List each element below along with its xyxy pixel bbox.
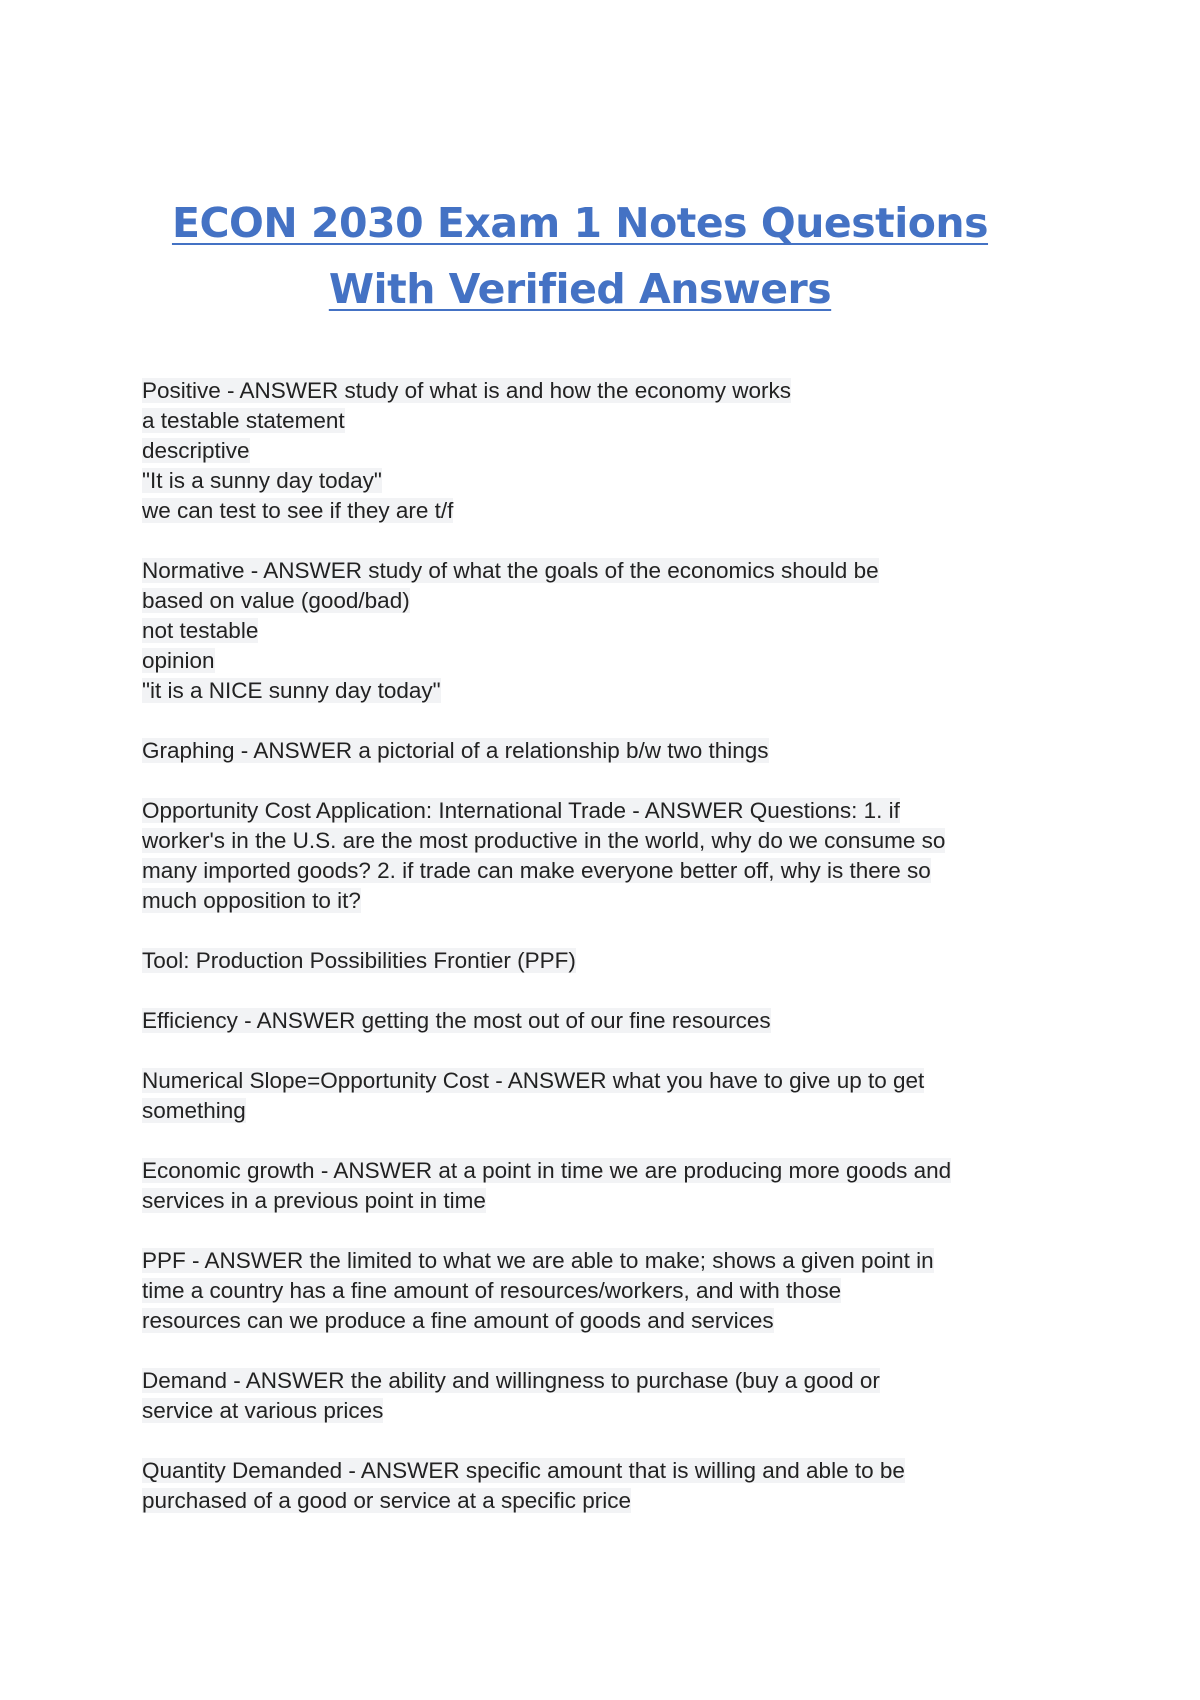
- note-entry: [142, 1156, 1082, 1216]
- note-line: [142, 856, 1082, 886]
- note-line-text: many imported goods? 2. if trade can make everyone better off, why is there so: [142, 858, 931, 883]
- note-line-text: PPF - ANSWER the limited to what we are able to make; shows a given point in: [142, 1248, 934, 1273]
- note-line-text: time a country has a fine amount of resources/workers, and with those: [142, 1278, 842, 1303]
- note-line: [142, 676, 1082, 706]
- note-line-text: Economic growth - ANSWER at a point in time we are producing more goods and: [142, 1158, 952, 1183]
- note-line-text: Efficiency - ANSWER getting the most out of our fine resources: [142, 1008, 771, 1033]
- note-line-text: Normative - ANSWER study of what the goals of the economics should be: [142, 558, 879, 583]
- note-entry: [142, 1066, 1082, 1126]
- note-line-text: Opportunity Cost Application: International Trade - ANSWER Questions: 1. if: [142, 798, 900, 823]
- note-line: [142, 1066, 1082, 1096]
- note-line: [142, 646, 1082, 676]
- note-line: [142, 946, 1082, 976]
- note-entry: [142, 736, 1082, 766]
- note-line: [142, 496, 1082, 526]
- note-line: [142, 796, 1082, 826]
- note-line: [142, 406, 1082, 436]
- note-line: [142, 556, 1082, 586]
- note-entry: [142, 556, 1082, 706]
- note-entry: [142, 376, 1082, 526]
- note-line-text: "It is a sunny day today": [142, 468, 382, 493]
- note-line-text: we can test to see if they are t/f: [142, 498, 454, 523]
- note-line-text: Tool: Production Possibilities Frontier (PPF): [142, 948, 576, 973]
- document-title: [0, 190, 1160, 322]
- note-line: [142, 466, 1082, 496]
- note-line-text: Demand - ANSWER the ability and willingness to purchase (buy a good or: [142, 1368, 880, 1393]
- note-line-text: much opposition to it?: [142, 888, 361, 913]
- note-line-text: Numerical Slope=Opportunity Cost - ANSWER what you have to give up to get: [142, 1068, 925, 1093]
- note-line: [142, 376, 1082, 406]
- note-line-text: a testable statement: [142, 408, 345, 433]
- note-line: [142, 1276, 1082, 1306]
- note-line: [142, 436, 1082, 466]
- note-line: [142, 886, 1082, 916]
- note-line-text: service at various prices: [142, 1398, 384, 1423]
- note-line: [142, 586, 1082, 616]
- note-entry: [142, 1366, 1082, 1426]
- note-line: [142, 1486, 1082, 1516]
- notes-list: [142, 376, 1082, 1546]
- note-line: [142, 1246, 1082, 1276]
- note-line: [142, 736, 1082, 766]
- note-entry: [142, 796, 1082, 916]
- note-line-text: based on value (good/bad): [142, 588, 410, 613]
- note-line: [142, 1096, 1082, 1126]
- note-entry: [142, 946, 1082, 976]
- note-line: [142, 1006, 1082, 1036]
- note-line-text: Graphing - ANSWER a pictorial of a relationship b/w two things: [142, 738, 769, 763]
- note-line-text: not testable: [142, 618, 259, 643]
- note-line-text: resources can we produce a fine amount of goods and services: [142, 1308, 774, 1333]
- note-line: [142, 1366, 1082, 1396]
- note-line: [142, 1456, 1082, 1486]
- note-line-text: services in a previous point in time: [142, 1188, 486, 1213]
- note-line: [142, 1186, 1082, 1216]
- note-line-text: "it is a NICE sunny day today": [142, 678, 441, 703]
- note-entry: [142, 1006, 1082, 1036]
- note-line-text: Quantity Demanded - ANSWER specific amount that is willing and able to be: [142, 1458, 905, 1483]
- title-line-2: With Verified Answers: [328, 265, 832, 313]
- note-line-text: worker's in the U.S. are the most productive in the world, why do we consume so: [142, 828, 946, 853]
- note-line-text: purchased of a good or service at a specific price: [142, 1488, 632, 1513]
- note-line: [142, 826, 1082, 856]
- note-line: [142, 1396, 1082, 1426]
- note-line-text: descriptive: [142, 438, 250, 463]
- note-line-text: opinion: [142, 648, 215, 673]
- note-line: [142, 1306, 1082, 1336]
- title-line-1: ECON 2030 Exam 1 Notes Questions: [171, 199, 989, 247]
- note-line: [142, 1156, 1082, 1186]
- note-entry: [142, 1456, 1082, 1516]
- note-line-text: something: [142, 1098, 246, 1123]
- note-line: [142, 616, 1082, 646]
- note-line-text: Positive - ANSWER study of what is and how the economy works: [142, 378, 792, 403]
- note-entry: [142, 1246, 1082, 1336]
